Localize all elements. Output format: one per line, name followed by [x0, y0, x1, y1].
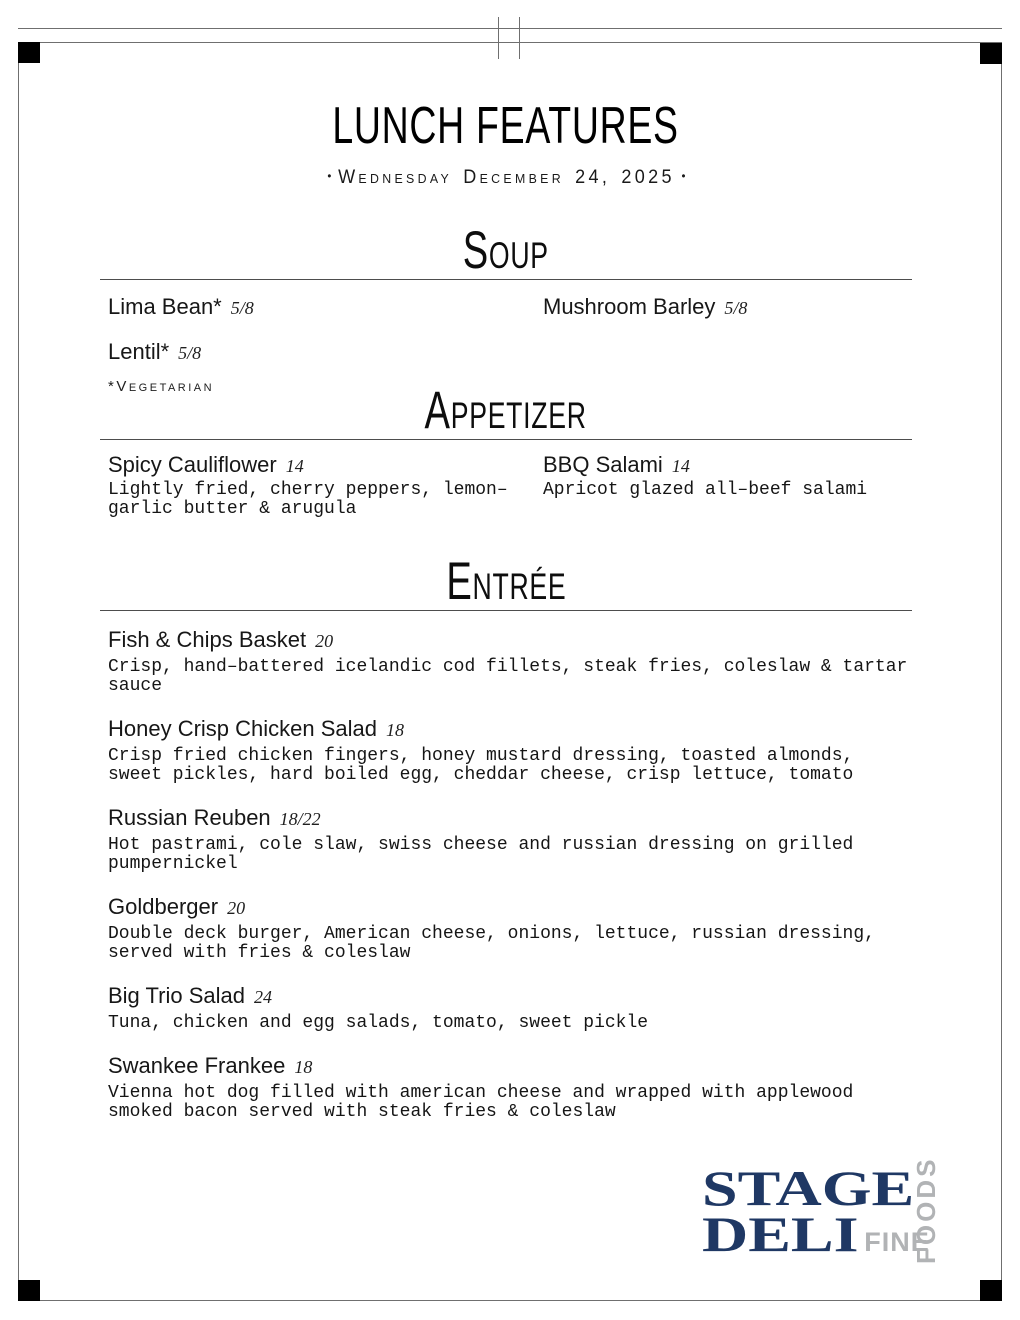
- corner-mark-bottom-right: [980, 1280, 1002, 1301]
- item-description: Lightly fried, cherry peppers, lemon–garlic butter & arugula: [108, 480, 508, 519]
- item-description: Apricot glazed all–beef salami: [543, 480, 868, 500]
- item-description: Hot pastrami, cole slaw, swiss cheese and russian dressing on grilled pumpernickel: [108, 835, 854, 874]
- menu-item: [543, 294, 900, 321]
- item-price: 5/8: [724, 298, 748, 318]
- menu-item: [108, 1053, 912, 1122]
- appetizer-items: [100, 452, 912, 519]
- item-description: Double deck burger, American cheese, onions, lettuce, russian dressing, served with fries & coleslaw: [108, 924, 875, 963]
- item-price: 20: [315, 631, 334, 651]
- menu-date: [100, 164, 912, 190]
- menu-item: [543, 452, 912, 479]
- menu-item: [108, 983, 912, 1033]
- menu-content: [100, 42, 912, 1142]
- menu-item: [108, 805, 912, 874]
- corner-mark-top-right: [980, 43, 1002, 64]
- soup-right-column: [543, 294, 912, 396]
- item-name: Fish & Chips Basket: [108, 627, 307, 652]
- section-heading-appetizer: Appetizer: [424, 381, 588, 440]
- section-heading-entree: Entrée: [445, 552, 567, 611]
- logo-stage-text: STAGE: [702, 1160, 915, 1216]
- section-heading-soup: Soup: [462, 221, 550, 280]
- item-description: Vienna hot dog filled with american cheese and wrapped with applewood smoked bacon served with steak fries & coleslaw: [108, 1083, 854, 1122]
- item-name: BBQ Salami: [543, 452, 663, 477]
- item-price: 20: [227, 898, 246, 918]
- item-name: Goldberger: [108, 894, 219, 919]
- top-crop-line: [18, 28, 1002, 29]
- item-price: 18/22: [279, 809, 321, 829]
- item-price: 18: [294, 1057, 313, 1077]
- item-name: Lentil*: [108, 339, 170, 364]
- item-name: Mushroom Barley: [543, 294, 716, 319]
- menu-title: [100, 97, 912, 155]
- item-name: Big Trio Salad: [108, 983, 245, 1008]
- menu-item: [108, 294, 531, 321]
- item-name: Russian Reuben: [108, 805, 271, 830]
- entree-items: [100, 627, 912, 1122]
- item-price: 5/8: [230, 298, 254, 318]
- appetizer-left-column: [108, 452, 543, 519]
- menu-item: [108, 339, 531, 366]
- item-name: Swankee Frankee: [108, 1053, 286, 1078]
- item-description: Crisp fried chicken fingers, honey mustard dressing, toasted almonds, sweet pickles, hard boiled egg, cheddar cheese, crisp lettuce, tomato: [108, 746, 854, 785]
- logo-deli-text: DELI: [702, 1206, 859, 1262]
- item-price: 5/8: [178, 343, 202, 363]
- menu-title-text: LUNCH FEATURES: [332, 97, 680, 155]
- item-description: Crisp, hand–battered icelandic cod fillets, steak fries, coleslaw & tartar sauce: [108, 657, 908, 696]
- logo-fine-text: FINE: [864, 1227, 930, 1257]
- menu-item: [108, 716, 912, 785]
- menu-item: [108, 627, 912, 696]
- date-bullet-left: •: [326, 169, 331, 183]
- date-bullet-right: •: [681, 169, 686, 183]
- menu-item: [108, 894, 912, 963]
- appetizer-right-column: [543, 452, 912, 519]
- item-name: Spicy Cauliflower: [108, 452, 277, 477]
- item-price: 18: [386, 720, 405, 740]
- vegetarian-note: *Vegetarian: [108, 378, 215, 395]
- menu-item: [108, 452, 543, 479]
- item-price: 14: [285, 456, 304, 476]
- corner-mark-top-left: [18, 42, 40, 63]
- item-price: 24: [253, 987, 272, 1007]
- logo-foods-vertical-text: FOODS: [911, 1156, 941, 1264]
- corner-mark-bottom-left: [18, 1280, 40, 1301]
- item-description: Tuna, chicken and egg salads, tomato, sweet pickle: [108, 1013, 649, 1033]
- menu-date-text: Wednesday December 24, 2025: [337, 167, 675, 188]
- item-name: Honey Crisp Chicken Salad: [108, 716, 378, 741]
- item-name: Lima Bean*: [108, 294, 222, 319]
- item-price: 14: [671, 456, 690, 476]
